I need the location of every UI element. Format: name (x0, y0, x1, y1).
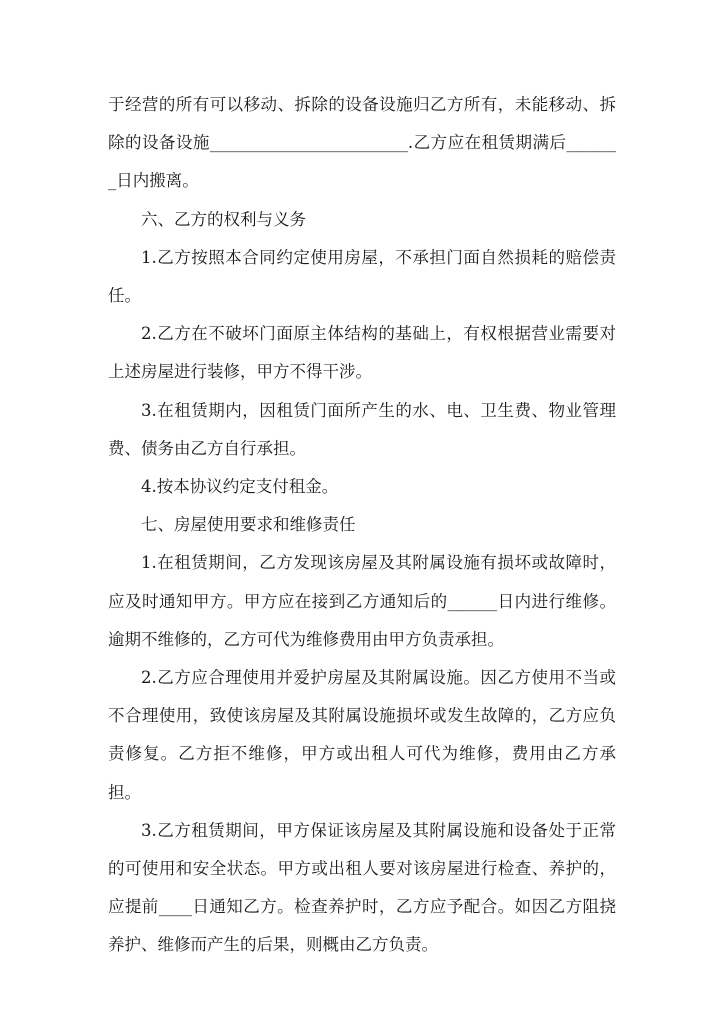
section-heading-maintenance: 七、房屋使用要求和维修责任 (141, 515, 356, 535)
clause-6-1: 1.乙方按照本合同约定使用房屋，不承担门面自然损耗的赔偿责任。 (108, 247, 616, 306)
clause-6-2: 2.乙方在不破坏门面原主体结构的基础上，有权根据营业需要对上述房屋进行装修，甲方不得干涉。 (108, 324, 616, 382)
clause-7-1: 1.在租赁期间，乙方发现该房屋及其附属设施有损坏或故障时，应及时通知甲方。甲方应在接到乙方通知后的______日内进行维修。逾期不维修的，乙方可代为维修费用由甲方负责承担。 (108, 553, 616, 649)
document-page (108, 86, 616, 965)
paragraph-equipment-removal: 于经营的所有可以移动、拆除的设备设施归乙方所有，未能移动、拆除的设备设施________________________.乙方应在租赁期满后_______日内搬离。 (108, 95, 616, 191)
clause-6-4: 4.按本协议约定支付租金。 (141, 477, 339, 497)
section-heading-tenant-rights: 六、乙方的权利与义务 (141, 209, 306, 229)
clause-7-3: 3.乙方租赁期间，甲方保证该房屋及其附属设施和设备处于正常的可使用和安全状态。甲方或出租人要对该房屋进行检查、养护的，应提前____日通知乙方。检查养护时，乙方应予配合。如因乙方阻挠养护、维修而产生的后果，则概由乙方负责。 (108, 820, 616, 955)
clause-7-2: 2.乙方应合理使用并爱护房屋及其附属设施。因乙方使用不当或不合理使用，致使该房屋及其附属设施损坏或发生故障的，乙方应负责修复。乙方拒不维修，甲方或出租人可代为维修，费用由乙方承担。 (108, 668, 616, 802)
clause-6-3: 3.在租赁期内，因租赁门面所产生的水、电、卫生费、物业管理费、债务由乙方自行承担。 (108, 400, 616, 458)
